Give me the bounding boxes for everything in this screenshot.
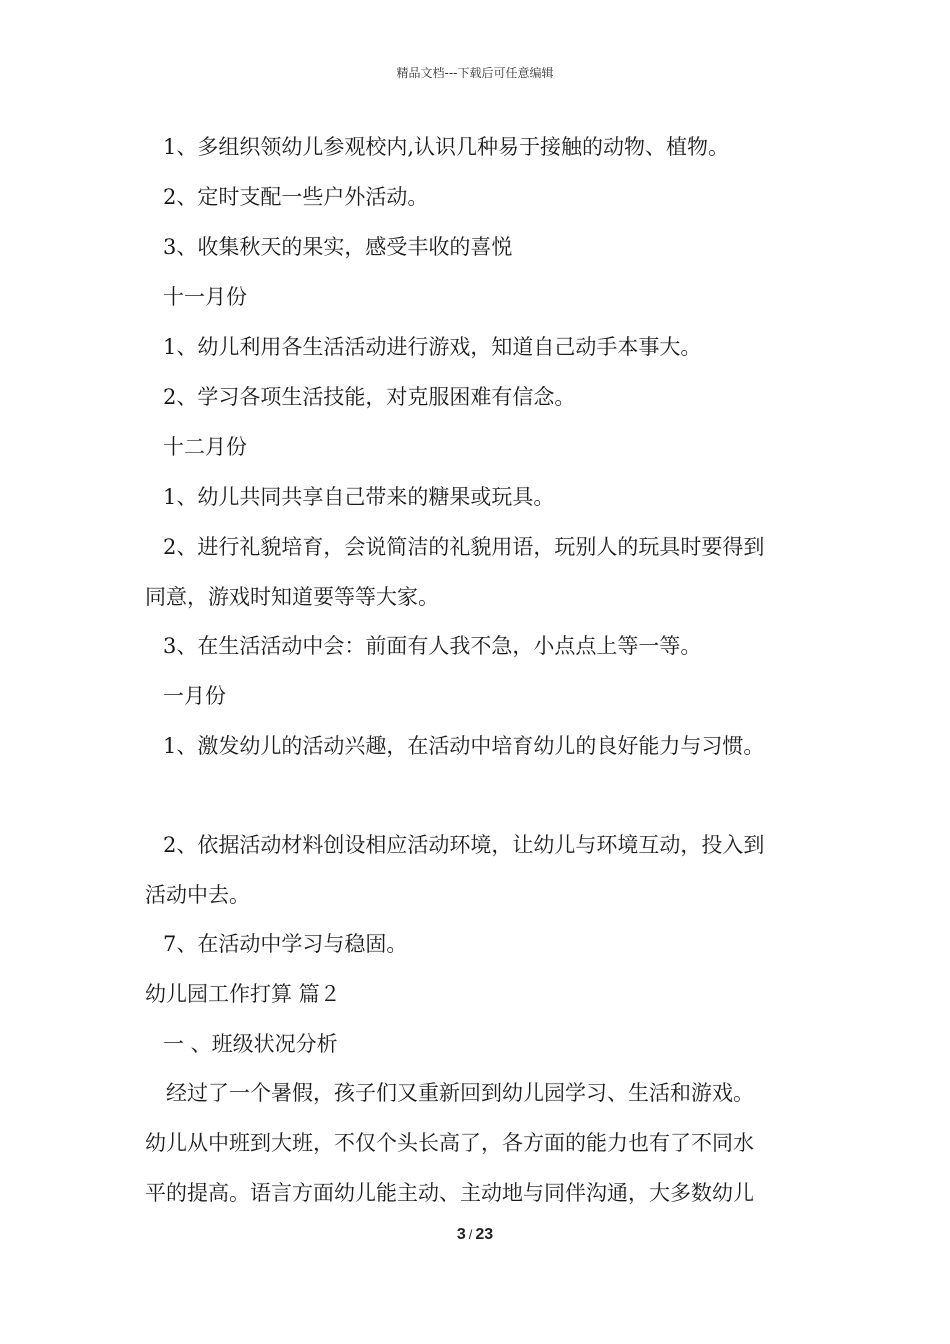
text-line: 1、多组织领幼儿参观校内,认识几种易于接触的动物、植物。 [163, 135, 730, 159]
section-heading: 十二月份 [163, 435, 247, 459]
text-line: 3、收集秋天的果实，感受丰收的喜悦 [163, 235, 513, 259]
text-line: 3、在生活活动中会：前面有人我不急，小点点上等一等。 [163, 634, 702, 658]
section-heading: 一月份 [163, 684, 226, 708]
article-title: 幼儿园工作打算 篇２ [145, 982, 341, 1006]
section-heading: 一 、班级状况分析 [163, 1032, 338, 1056]
text-line: 2、学习各项生活技能，对克服困难有信念。 [163, 385, 576, 409]
text-line: 平的提高。语言方面幼儿能主动、主动地与同伴沟通，大多数幼儿 [145, 1181, 754, 1205]
text-line: 2、依据活动材料创设相应活动环境，让幼儿与环境互动，投入到 [163, 833, 765, 857]
text-line: 1、幼儿利用各生活活动进行游戏，知道自己动手本事大。 [163, 335, 702, 359]
text-line: 2、定时支配一些户外活动。 [163, 185, 429, 209]
text-line: 同意，游戏时知道要等等大家。 [145, 585, 439, 609]
page-number [0, 1226, 950, 1244]
text-line: 2、进行礼貌培育，会说简洁的礼貌用语，玩别人的玩具时要得到 [163, 535, 765, 559]
section-heading: 十一月份 [163, 285, 247, 309]
text-line: 活动中去。 [145, 883, 250, 907]
text-line: 1、幼儿共同共享自己带来的糖果或玩具。 [163, 485, 555, 509]
total-pages: 23 [475, 1226, 494, 1243]
text-line: 幼儿从中班到大班，不仅个头长高了，各方面的能力也有了不同水 [145, 1131, 754, 1155]
text-line: 经过了一个暑假，孩子们又重新回到幼儿园学习、生活和游戏。 [166, 1081, 754, 1105]
text-line: 7、在活动中学习与稳固。 [163, 932, 408, 956]
page-separator: / [468, 1227, 473, 1242]
page-header: 精品文档---下载后可任意编辑 [396, 66, 554, 80]
current-page: 3 [456, 1226, 466, 1243]
text-line: 1、激发幼儿的活动兴趣，在活动中培育幼儿的良好能力与习惯。 [163, 734, 765, 758]
